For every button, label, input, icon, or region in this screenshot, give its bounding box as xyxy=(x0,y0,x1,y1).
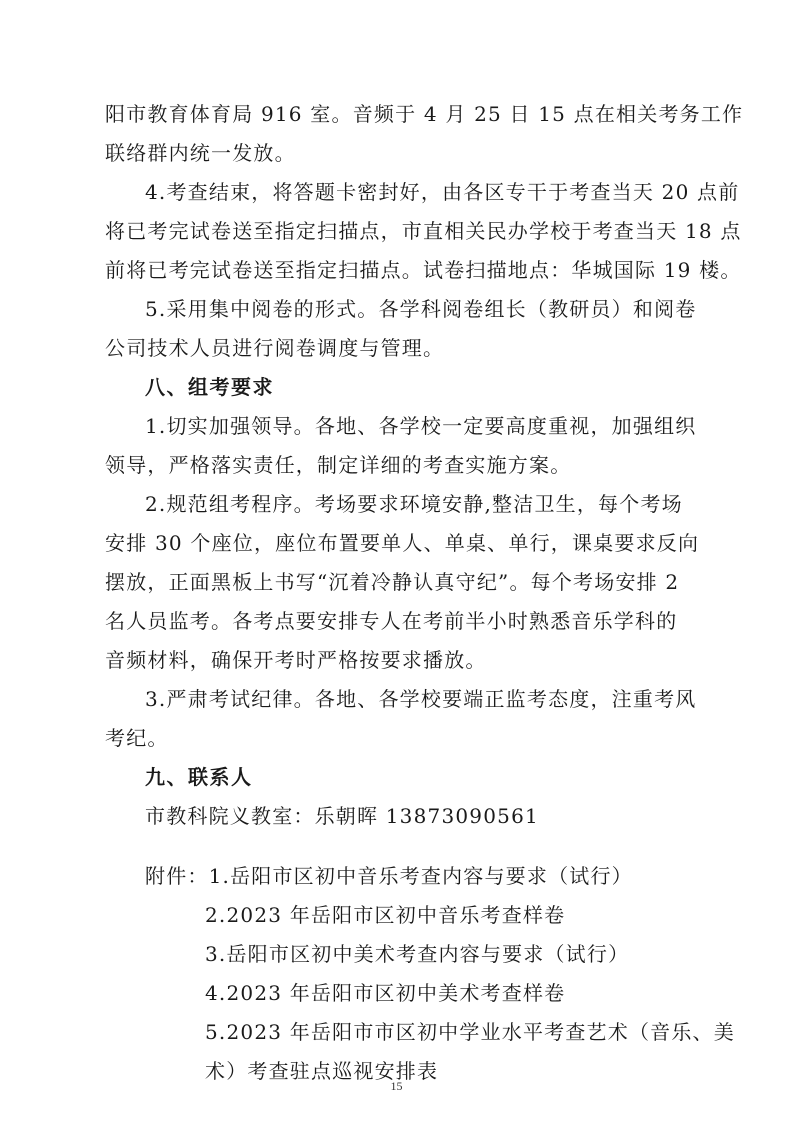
section-heading: 九、联系人 xyxy=(145,765,253,789)
paragraph-line: 公司技术人员进行阅卷调度与管理。 xyxy=(105,336,445,360)
paragraph-line: 领导，严格落实责任，制定详细的考查实施方案。 xyxy=(105,453,572,477)
paragraph-line: 3.严肃考试纪律。各地、各学校要端正监考态度，注重考风 xyxy=(145,687,697,711)
paragraph-line: 5.采用集中阅卷的形式。各学科阅卷组长（教研员）和阅卷 xyxy=(145,297,697,321)
paragraph-line: 联络群内统一发放。 xyxy=(105,141,296,165)
attachment-line: 5.2023 年岳阳市市区初中学业水平考查艺术（音乐、美 xyxy=(205,1020,735,1044)
contact-line: 市教科院义教室：乐朝晖 13873090561 xyxy=(145,804,539,828)
page-number: 15 xyxy=(390,1079,403,1093)
paragraph-line: 将已考完试卷送至指定扫描点，市直相关民办学校于考查当天 18 点 xyxy=(105,219,742,243)
attachment-line: 4.2023 年岳阳市区初中美术考查样卷 xyxy=(205,981,566,1005)
paragraph-line: 2.规范组考程序。考场要求环境安静,整洁卫生，每个考场 xyxy=(145,492,683,516)
paragraph-line: 考纪。 xyxy=(105,726,169,750)
paragraph-line: 名人员监考。各考点要安排专人在考前半小时熟悉音乐学科的 xyxy=(105,609,678,633)
paragraph-line: 摆放，正面黑板上书写“沉着冷静认真守纪”。每个考场安排 2 xyxy=(105,570,680,594)
attachment-line: 3.岳阳市区初中美术考查内容与要求（试行） xyxy=(205,942,630,966)
section-heading: 八、组考要求 xyxy=(145,375,274,399)
attachment-line: 术）考查驻点巡视安排表 xyxy=(205,1059,439,1083)
attachment-line: 附件：1.岳阳市区初中音乐考查内容与要求（试行） xyxy=(145,864,633,888)
attachment-line: 2.2023 年岳阳市区初中音乐考查样卷 xyxy=(205,903,566,927)
paragraph-line: 安排 30 个座位，座位布置要单人、单桌、单行，课桌要求反向 xyxy=(105,531,700,555)
paragraph-line: 音频材料，确保开考时严格按要求播放。 xyxy=(105,648,487,672)
paragraph-line: 阳市教育体育局 916 室。音频于 4 月 25 日 15 点在相关考务工作 xyxy=(105,102,744,126)
paragraph-line: 4.考查结束，将答题卡密封好，由各区专干于考查当天 20 点前 xyxy=(145,180,740,204)
paragraph-line: 前将已考完试卷送至指定扫描点。试卷扫描地点：华城国际 19 楼。 xyxy=(105,258,742,282)
paragraph-line: 1.切实加强领导。各地、各学校一定要高度重视，加强组织 xyxy=(145,414,697,438)
